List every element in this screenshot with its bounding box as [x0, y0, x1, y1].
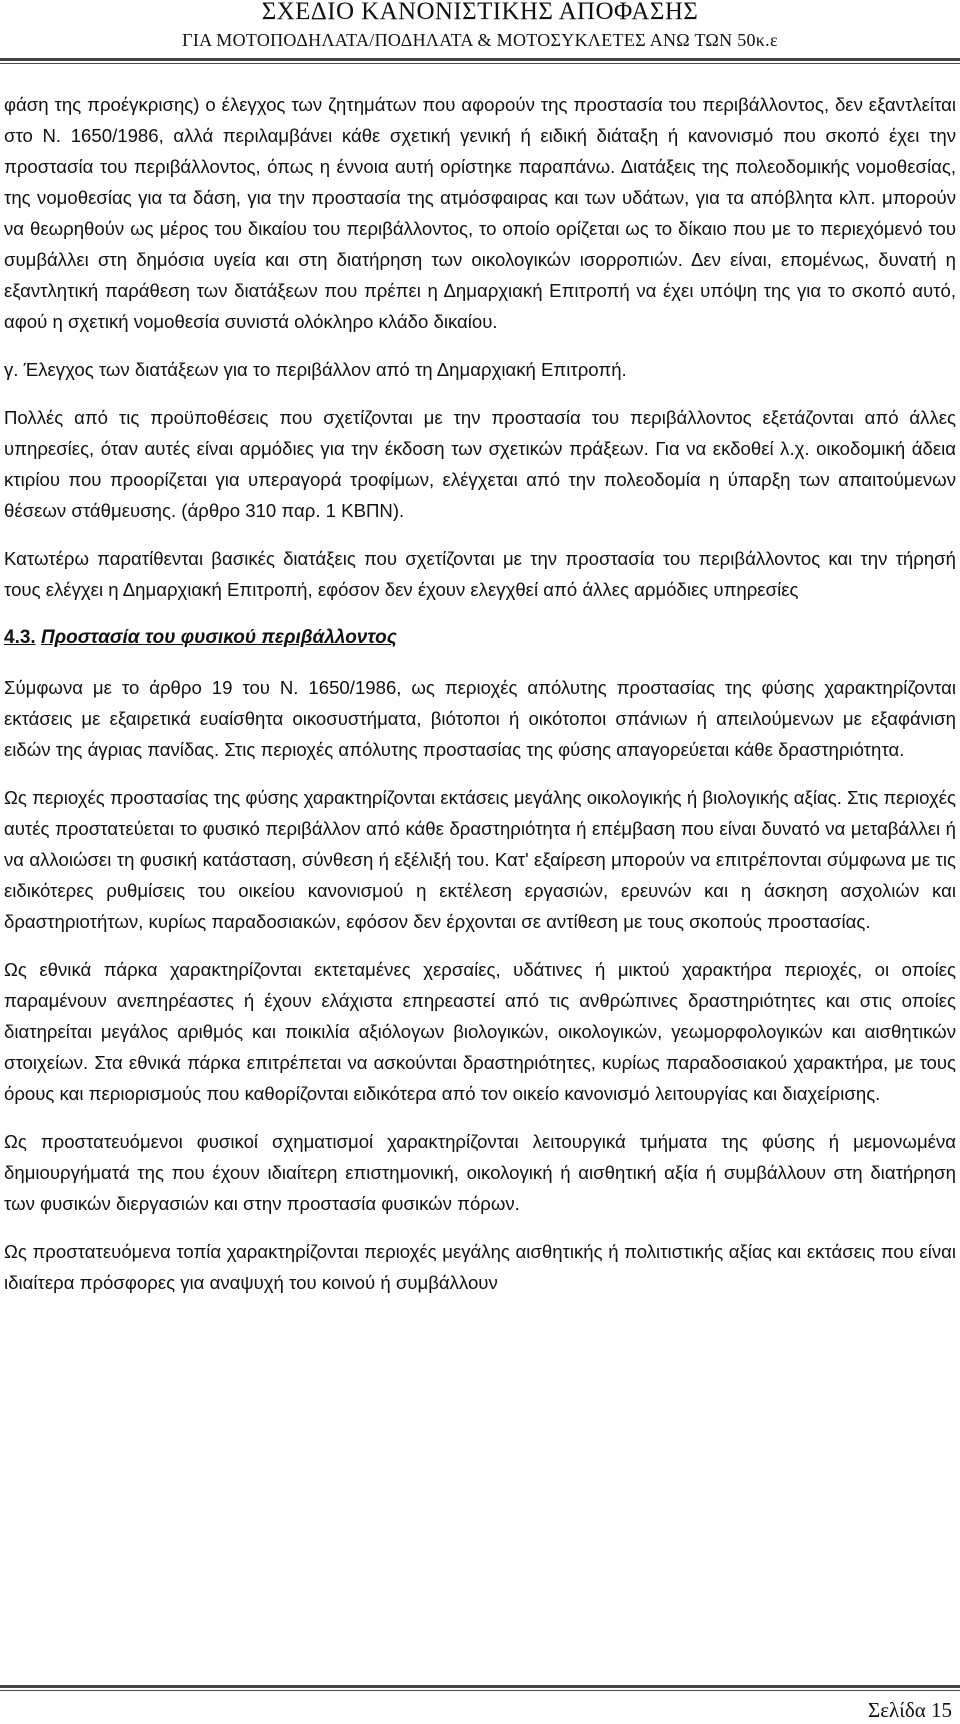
paragraph: Ως προστατευόμενα τοπία χαρακτηρίζονται περιοχές μεγάλης αισθητικής ή πολιτιστικής αξίας και εκτάσεις που είναι ιδιαίτερα πρόσφορες για αναψυχή του κοινού ή συμβάλλουν [4, 1241, 956, 1293]
paragraph: Κατωτέρω παρατίθενται βασικές διατάξεις που σχετίζονται με την προστασία του περιβάλλοντος και την τήρησή τους ελέγχει η Δημαρχιακή Επιτροπή, εφόσον δεν έχουν ελεγχθεί από άλλες αρμόδιες υπηρεσίες [4, 548, 956, 600]
paragraph: Ως περιοχές προστασίας της φύσης χαρακτηρίζονται εκτάσεις μεγάλης οικολογικής ή βιολογικής αξίας. Στις περιοχές αυτές προστατεύεται το φυσικό περιβάλλον από κάθε δραστηριότητα ή επέμβαση που είναι δυνατό να μεταβάλλει ή να αλλοιώσει τη φυσική κατάσταση, σύνθεση ή εξέλιξή του. Κατ' εξαίρεση μπορούν να επιτρέπονται σύμφωνα με τις ειδικότερες ρυθμίσεις του οικείου κανονισμού η εκτέλεση εργασιών, ερευνών και η άσκηση ασχολιών και δραστηριοτήτων, κυρίως παραδοσιακών, εφόσον δεν έρχονται σε αντίθεση με τους σκοπούς προστασίας. [4, 787, 956, 932]
footer-divider-thin [0, 1690, 960, 1691]
section-number: 4.3. [4, 627, 36, 648]
header-divider-thin [0, 63, 960, 64]
section-heading [4, 622, 956, 653]
document-body [4, 89, 956, 1315]
document-title: ΣΧΕΔΙΟ ΚΑΝΟΝΙΣΤΙΚΗΣ ΑΠΟΦΑΣΗΣ [261, 0, 699, 25]
paragraph: Ως προστατευόμενοι φυσικοί σχηματισμοί χαρακτηρίζονται λειτουργικά τμήματα της φύσης ή μεμονωμένα δημιουργήματά της που έχουν ιδιαίτερη επιστημονική, οικολογική ή αισθητική αξία ή συμβάλλουν στη διατήρηση των φυσικών διεργασιών και στην προστασία φυσικών πόρων. [4, 1131, 956, 1214]
footer-divider [0, 1685, 960, 1688]
document-subtitle: ΓΙΑ ΜΟΤΟΠΟΔΗΛΑΤΑ/ΠΟΔΗΛΑΤΑ & ΜΟΤΟΣΥΚΛΕΤΕΣ ΑΝΩ ΤΩΝ 50κ.ε [182, 30, 778, 50]
paragraph: φάση της προέγκρισης) ο έλεγχος των ζητημάτων που αφορούν της προστασία του περιβάλλοντος, δεν εξαντλείται στο Ν. 1650/1986, αλλά περιλαμβάνει κάθε σχετική γενική ή ειδική διάταξη ή κανονισμό που σκοπό έχει την προστασία του περιβάλλοντος, όπως η έννοια αυτή ορίστηκε παραπάνω. Διατάξεις της πολεοδομικής νομοθεσίας, της νομοθεσίας για τα δάση, για την προστασία της ατμόσφαιρας και των υδάτων, για τα απόβλητα κλπ. μπορούν να θεωρηθούν ως μέρος του δικαίου του περιβάλλοντος, το οποίο ορίζεται ως το δίκαιο που με το περιεχόμενό του συμβάλλει στη δημόσια υγεία και στη διατήρηση των οικολογικών ισορροπιών. Δεν είναι, επομένως, δυνατή η εξαντλητική παράθεση των διατάξεων που πρέπει η Δημαρχιακή Επιτροπή να έχει υπόψη της για το σκοπό αυτό, αφού η σχετική νομοθεσία συνιστά ολόκληρο κλάδο δικαίου. [4, 94, 956, 332]
paragraph: Πολλές από τις προϋποθέσεις που σχετίζονται με την προστασία του περιβάλλοντος εξετάζονται από άλλες υπηρεσίες, όταν αυτές είναι αρμόδιες για την έκδοση των σχετικών πράξεων. Για να εκδοθεί λ.χ. οικοδομική άδεια κτιρίου που προορίζεται για υπεραγορά τροφίμων, ελέγχεται από την πολεοδομία η ύπαρξη των απαιτούμενων θέσεων στάθμευσης. (άρθρο 310 παρ. 1 ΚΒΠΝ). [4, 407, 956, 521]
paragraph: γ. Έλεγχος των διατάξεων για το περιβάλλον από τη Δημαρχιακή Επιτροπή. [4, 359, 627, 380]
page-header [0, 0, 960, 52]
section-title: Προστασία του φυσικού περιβάλλοντος [40, 627, 397, 648]
paragraph: Σύμφωνα με το άρθρο 19 του Ν. 1650/1986, ως περιοχές απόλυτης προστασίας της φύσης χαρακτηρίζονται εκτάσεις με εξαιρετικά ευαίσθητα οικοσυστήματα, βιότοποι ή οικότοποι σπάνιων ή απειλούμενων με εξαφάνιση ειδών της άγριας πανίδας. Στις περιοχές απόλυτης προστασίας της φύσης απαγορεύεται κάθε δραστηριότητα. [4, 677, 956, 760]
header-divider [0, 58, 960, 61]
page-number: Σελίδα 15 [867, 1698, 952, 1722]
paragraph: Ως εθνικά πάρκα χαρακτηρίζονται εκτεταμένες χερσαίες, υδάτινες ή μικτού χαρακτήρα περιοχές, οι οποίες παραμένουν ανεπηρέαστες ή έχουν ελάχιστα επηρεαστεί από τις ανθρώπινες δραστηριότητες και στις οποίες διατηρείται μεγάλος αριθμός και ποικιλία αξιόλογων βιολογικών, οικολογικών, γεωμορφολογικών και αισθητικών στοιχείων. Στα εθνικά πάρκα επιτρέπεται να ασκούνται δραστηριότητες, κυρίως παραδοσιακού χαρακτήρα, με τους όρους και περιορισμούς που καθορίζονται ειδικότερα από τον οικείο κανονισμό λειτουργίας και διαχείρισης. [4, 959, 956, 1104]
